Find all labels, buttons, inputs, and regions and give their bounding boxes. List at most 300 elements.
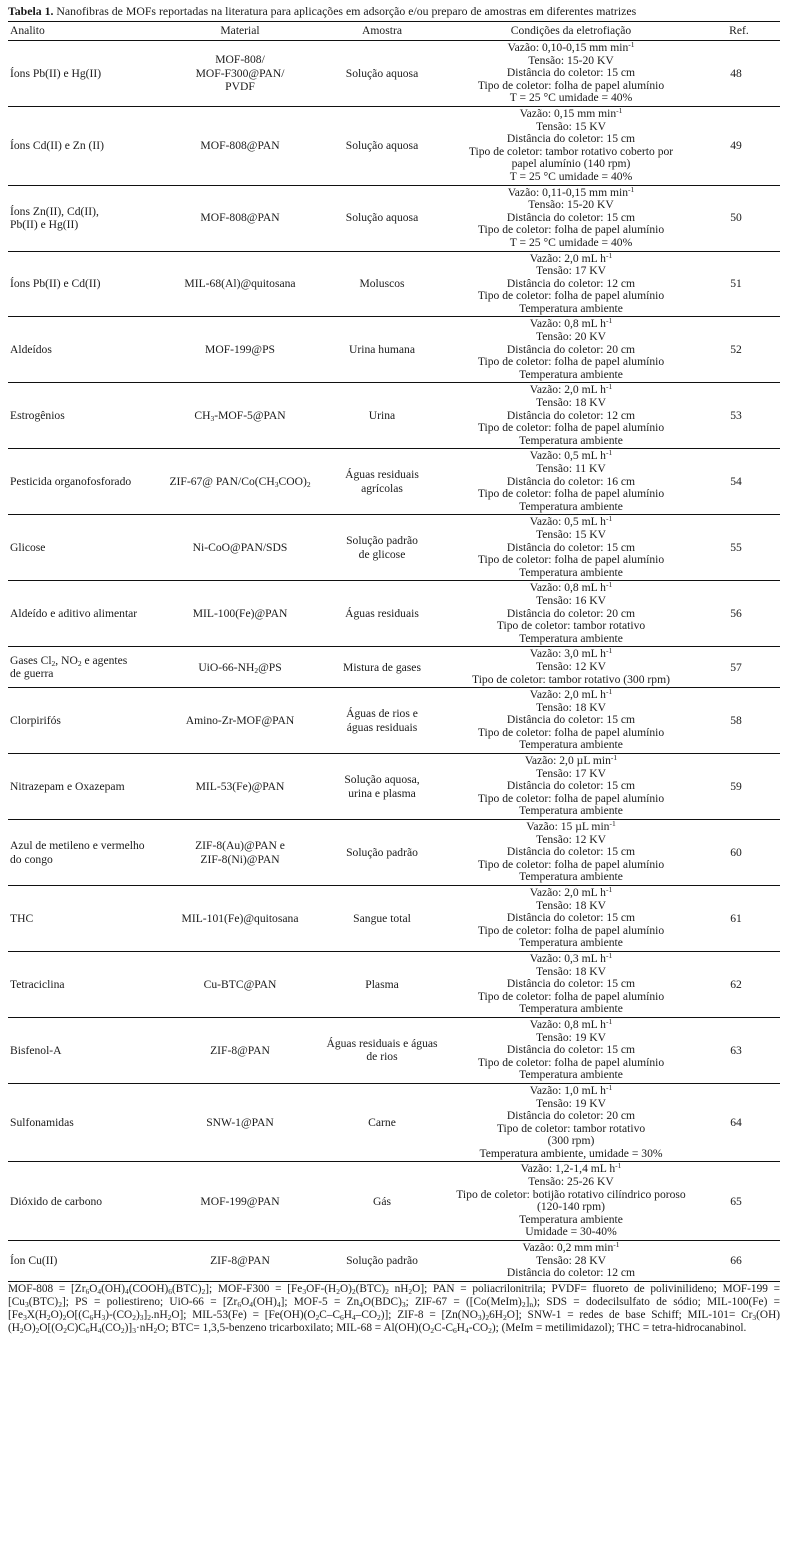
cell-condicoes-line: Vazão: 0,15 mm $\min^{-1}$ — [519, 105, 623, 120]
cell-condicoes-line: Distância do coletor: 15 cm — [506, 210, 636, 224]
cell-condicoes-line: Vazão: 0,5 mL $h^{-1}$ — [529, 448, 613, 463]
cell-amostra — [320, 317, 444, 383]
table-row — [8, 1017, 780, 1083]
cell-condicoes-line: Tensão: 25-26 KV — [528, 1175, 614, 1189]
cell-analito — [8, 1162, 160, 1241]
cell-condicoes-line: Tensão: 17 KV — [535, 766, 607, 780]
cell-ref — [698, 449, 780, 515]
cell-condicoes-line: Temperatura ambiente — [519, 870, 623, 884]
cell-condicoes-line: (300 rpm) — [547, 1134, 595, 1148]
cell-analito-line: Dióxido de carbono — [10, 1194, 103, 1208]
cell-ref — [698, 951, 780, 1017]
cell-condicoes-line: Temperatura ambiente — [519, 1212, 623, 1226]
cell-amostra-line: Solução padrão — [346, 534, 418, 548]
cell-ref-line: 63 — [730, 1043, 742, 1057]
table-row — [8, 647, 780, 688]
table-row — [8, 251, 780, 317]
caption-label: Tabela 1. — [8, 4, 54, 18]
cell-amostra-line: Águas residuais e águas — [326, 1037, 438, 1051]
cell-condicoes-line: Temperatura ambiente — [519, 738, 623, 752]
cell-amostra — [320, 754, 444, 820]
cell-ref — [698, 820, 780, 886]
cell-ref — [698, 515, 780, 581]
cell-analito-line: Nitrazepam e Oxazepam — [10, 779, 125, 793]
cell-amostra-line: Solução aquosa, — [344, 773, 420, 787]
cell-condicoes-line: Vazão: 15 µL $\min^{-1}$ — [526, 819, 616, 834]
cell-condicoes-line: Vazão: 0,10-0,15 mm $\min^{-1}$ — [507, 40, 635, 54]
table-row — [8, 1241, 780, 1281]
cell-condicoes-line: Tipo de coletor: folha de papel alumínio — [477, 989, 665, 1003]
cell-ref — [698, 688, 780, 754]
cell-amostra-line: de glicose — [358, 547, 406, 561]
cell-material-line: MIL-100(Fe)@PAN — [192, 607, 288, 621]
cell-material-line: Amino-Zr-MOF@PAN — [185, 713, 295, 727]
cell-condicoes-line: Vazão: 2,0 mL $h^{-1}$ — [529, 885, 613, 899]
cell-condicoes-line: Tensão: 17 KV — [535, 264, 607, 278]
cell-condicoes-line: Temperatura ambiente — [519, 301, 623, 315]
cell-amostra-line: de rios — [366, 1050, 398, 1064]
cell-amostra-line: Solução padrão — [346, 845, 418, 859]
cell-condicoes-line: Tipo de coletor: tambor rotativo (300 rpm) — [472, 672, 670, 686]
cell-condicoes-line: Temperatura ambiente — [519, 631, 623, 645]
header-amostra: Amostra — [320, 22, 444, 41]
cell-analito-line: Azul de metileno e vermelho — [10, 839, 145, 853]
table-row — [8, 383, 780, 449]
cell-analito-line: Íon Cu(II) — [10, 1254, 58, 1268]
cell-material-line: MOF-808/ — [215, 53, 265, 67]
cell-amostra — [320, 1241, 444, 1281]
cell-condicoes-line: Tipo de coletor: folha de papel alumínio — [477, 78, 665, 92]
cell-ref — [698, 886, 780, 952]
cell-amostra-line: Solução aquosa — [345, 211, 419, 225]
cell-amostra-line: Águas residuais — [345, 468, 419, 482]
cell-material — [160, 251, 320, 317]
cell-ref-line: 53 — [730, 409, 742, 423]
cell-condicoes-line: T = 25 °C umidade = 40% — [509, 235, 633, 249]
cell-condicoes-line: Tensão: 15 KV — [535, 527, 607, 541]
cell-condicoes-line: Vazão: 0,8 mL $h^{-1}$ — [529, 1016, 613, 1031]
cell-condicoes — [444, 185, 698, 251]
cell-analito — [8, 754, 160, 820]
cell-condicoes — [444, 688, 698, 754]
cell-material-line: MOF-199@PS — [205, 343, 275, 357]
cell-material — [160, 951, 320, 1017]
cell-ref — [698, 106, 780, 185]
cell-material — [160, 1083, 320, 1162]
cell-material — [160, 449, 320, 515]
cell-material — [160, 41, 320, 107]
cell-condicoes-line: Tensão: 12 KV — [535, 659, 607, 673]
cell-condicoes-line: Tensão: 12 KV — [535, 832, 607, 846]
cell-analito-line: Pb(II) e Hg(II) — [10, 218, 79, 232]
cell-analito — [8, 515, 160, 581]
cell-condicoes — [444, 886, 698, 952]
cell-condicoes-line: Distância do coletor: 15 cm — [506, 911, 636, 925]
cell-analito — [8, 820, 160, 886]
cell-condicoes-line: Tipo de coletor: folha de papel alumínio — [477, 487, 665, 501]
cell-condicoes-line: Vazão: 1,0 mL $h^{-1}$ — [529, 1082, 613, 1097]
cell-material — [160, 383, 320, 449]
cell-ref — [698, 1017, 780, 1083]
cell-amostra — [320, 449, 444, 515]
cell-condicoes-line: Distância do coletor: 15 cm — [506, 779, 636, 793]
cell-ref-line: 66 — [730, 1254, 742, 1268]
cell-ref-line: 60 — [730, 845, 742, 859]
cell-ref — [698, 1083, 780, 1162]
cell-ref — [698, 1241, 780, 1281]
cell-analito-line: Íons Pb(II) e Hg(II) — [10, 66, 102, 80]
cell-amostra-line: águas residuais — [346, 720, 418, 734]
cell-condicoes-line: Tipo de coletor: tambor rotativo — [496, 619, 646, 633]
cell-ref — [698, 647, 780, 688]
cell-condicoes — [444, 1241, 698, 1281]
cell-analito — [8, 647, 160, 688]
cell-ref-line: 58 — [730, 713, 742, 727]
cell-material — [160, 515, 320, 581]
cell-analito — [8, 251, 160, 317]
cell-condicoes-line: Tensão: 18 KV — [535, 964, 607, 978]
cell-condicoes — [444, 754, 698, 820]
cell-condicoes-line: T = 25 °C umidade = 40% — [509, 91, 633, 105]
cell-condicoes-line: Vazão: 2,0 µL $\min^{-1}$ — [524, 753, 618, 768]
table-row — [8, 820, 780, 886]
table-caption — [8, 4, 780, 21]
cell-condicoes-line: Temperatura ambiente — [519, 1068, 623, 1082]
cell-ref-line: 61 — [730, 911, 742, 925]
cell-condicoes-line: (120-140 rpm) — [537, 1200, 605, 1214]
cell-analito-line: Aldeído e aditivo alimentar — [10, 607, 138, 621]
table-row — [8, 754, 780, 820]
cell-analito — [8, 951, 160, 1017]
cell-ref-line: 65 — [730, 1194, 742, 1208]
cell-condicoes-line: Temperatura ambiente — [519, 1002, 623, 1016]
cell-condicoes-line: Temperatura ambiente — [519, 433, 623, 447]
cell-material — [160, 185, 320, 251]
cell-analito-line: do congo — [10, 852, 53, 866]
cell-analito — [8, 449, 160, 515]
cell-condicoes-line: Tensão: 15 KV — [535, 119, 607, 133]
cell-amostra — [320, 951, 444, 1017]
cell-condicoes-line: Tipo de coletor: tambor rotativo — [496, 1121, 646, 1135]
cell-amostra-line: Plasma — [365, 977, 399, 991]
cell-condicoes-line: Tensão: 11 KV — [536, 462, 606, 475]
cell-amostra-line: Solução aquosa — [345, 66, 419, 80]
cell-condicoes-line: Tipo de coletor: folha de papel alumínio — [477, 857, 665, 871]
cell-amostra — [320, 647, 444, 688]
cell-condicoes-line: Vazão: 0,8 mL $h^{-1}$ — [529, 316, 613, 331]
cell-ref-line: 57 — [730, 660, 742, 674]
cell-condicoes-line: Tipo de coletor: botijão rotativo cilíndrico poroso — [456, 1187, 686, 1201]
cell-analito — [8, 185, 160, 251]
cell-amostra-line: urina e plasma — [348, 786, 416, 800]
footnote-text: $MOF-808 = [Zr_6O_4(OH)_4(COOH)_6(BTC)_2]$; $MOF-F300 = [Fe_3OF-(H_2O)_2(BTC)_2$ $nH_2O$]; PAN = poliacrilonitrila; PVDF= fluoreto de polivinilideno; $MOF-199 = [Cu_3(BTC)_2]$; PS = poliestireno; $UiO-66 = [Zr_6O_4(OH)_4]$; $MOF-5 = Zn_4O(BDC)_3$; $ZIF-67 = ([Co(MeIm)_2]_n)$; SDS = dodecilsulfato de sódio; $MIL-100(Fe) = [Fe_3X(H_2O)_2O[(C_6H_3)-(CO_2)_3]_2.nH_2O]$; $MIL-53(Fe) = [Fe(OH)(O_2C-C_6H_4-CO_2)]$; $ZIF-8 = [Zn(NO_3)_26H_2O]$; SNW-1 = redes de base Schiff; $MIL-101= Cr_3(OH)(H_2O)_2O[(O_2C)C_6H_4(CO_2)]_3\cdot nH_2O$; BTC= 1,3,5-benzeno tricarboxilato; $MIL-68 = Al(OH)(O_2C-C_6H_4-CO_2)$; (MeIm = metilimidazol); THC = tetra-hidrocanabinol. — [8, 1282, 780, 1336]
cell-condicoes-line: Tensão: 15-20 KV — [528, 53, 614, 67]
cell-amostra-line: Águas de rios e — [346, 707, 418, 721]
cell-material-line: MIL-101(Fe)@quitosana — [181, 911, 299, 925]
cell-condicoes-line: Tensão: 16 KV — [535, 593, 607, 607]
cell-condicoes-line: Tipo de coletor: folha de papel alumínio — [477, 1055, 665, 1069]
header-row — [8, 22, 780, 41]
cell-amostra-line: Urina — [368, 409, 396, 423]
cell-condicoes-line: Vazão: 2,0 mL $h^{-1}$ — [529, 382, 613, 397]
cell-condicoes-line: Temperatura ambiente — [519, 936, 623, 950]
cell-condicoes-line: Distância do coletor: 15 cm — [506, 977, 636, 991]
cell-ref — [698, 251, 780, 317]
cell-material — [160, 317, 320, 383]
cell-analito-line: Pesticida organofosforado — [10, 475, 132, 489]
cell-material — [160, 688, 320, 754]
cell-ref-line: 50 — [730, 211, 742, 225]
table-footnote — [8, 1281, 780, 1336]
cell-condicoes — [444, 581, 698, 647]
cell-condicoes — [444, 41, 698, 107]
cell-material-line: ZIF-8@PAN — [210, 1254, 270, 1268]
cell-condicoes-line: Temperatura ambiente — [519, 804, 623, 818]
table-row — [8, 41, 780, 107]
cell-material — [160, 581, 320, 647]
cell-condicoes-line: Temperatura ambiente — [519, 499, 623, 513]
cell-condicoes-line: T = 25 °C umidade = 40% — [509, 169, 633, 183]
table-container — [8, 4, 780, 1336]
cell-material — [160, 886, 320, 952]
cell-amostra-line: Urina humana — [349, 343, 415, 357]
cell-material — [160, 647, 320, 688]
cell-analito-line: Sulfonamidas — [10, 1115, 74, 1129]
cell-analito — [8, 383, 160, 449]
cell-material-line: MIL-53(Fe)@PAN — [195, 779, 285, 793]
cell-material-line: ZIF-8(Au)@PAN e — [195, 839, 285, 853]
cell-condicoes — [444, 251, 698, 317]
cell-analito-line: THC — [10, 911, 34, 925]
caption-text: Nanofibras de MOFs reportadas na literatura para aplicações em adsorção e/ou preparo de amostras em diferentes matrizes — [53, 4, 637, 18]
cell-material-line: Ni-CoO@PAN/SDS — [192, 541, 288, 555]
cell-condicoes-line: Distância do coletor: 20 cm — [506, 606, 636, 620]
cell-material-line: UiO-$66-NH_2@PS$ — [198, 660, 282, 675]
cell-material — [160, 1162, 320, 1241]
cell-amostra — [320, 383, 444, 449]
table-row — [8, 1162, 780, 1241]
cell-analito-line: Glicose — [10, 541, 46, 555]
cell-amostra — [320, 1017, 444, 1083]
cell-ref-line: 52 — [730, 343, 742, 357]
cell-material-line: MOF-F300@PAN/ — [195, 66, 285, 80]
cell-amostra — [320, 41, 444, 107]
cell-condicoes — [444, 383, 698, 449]
header-condicoes: Condições da eletrofiação — [444, 22, 698, 41]
cell-amostra — [320, 1162, 444, 1241]
cell-material-line: ZIF-8(Ni)@PAN — [200, 852, 280, 866]
cell-material-line: MOF-199@PAN — [200, 1194, 280, 1208]
cell-amostra — [320, 515, 444, 581]
cell-analito-line: Bisfenol-A — [10, 1043, 62, 1057]
cell-condicoes-line: papel alumínio (140 rpm) — [511, 157, 631, 171]
cell-condicoes-line: Tensão: 18 KV — [535, 700, 607, 714]
cell-amostra-line: Águas residuais — [345, 607, 419, 621]
cell-ref — [698, 41, 780, 107]
cell-amostra — [320, 251, 444, 317]
cell-analito-line: Gases $Cl_2$, $NO_2$ e agentes — [10, 653, 128, 668]
header-ref: Ref. — [698, 22, 780, 41]
cell-condicoes-line: Temperatura ambiente — [519, 367, 623, 381]
table-row — [8, 581, 780, 647]
cell-condicoes — [444, 1083, 698, 1162]
cell-condicoes — [444, 515, 698, 581]
cell-material-line: Cu-BTC@PAN — [203, 977, 277, 991]
cell-ref — [698, 754, 780, 820]
cell-amostra — [320, 688, 444, 754]
cell-amostra — [320, 820, 444, 886]
cell-analito — [8, 106, 160, 185]
cell-ref-line: 59 — [730, 779, 742, 793]
cell-condicoes-line: Tipo de coletor: folha de papel alumínio — [477, 923, 665, 937]
cell-material-line: MOF-808@PAN — [200, 211, 280, 225]
cell-ref-line: 51 — [730, 277, 742, 291]
cell-material-line: MOF-808@PAN — [200, 139, 280, 153]
cell-condicoes-line: Vazão: 0,8 mL $h^{-1}$ — [529, 580, 613, 595]
cell-condicoes-line: Tipo de coletor: folha de papel alumínio — [477, 289, 665, 303]
cell-condicoes-line: Tensão: 20 KV — [535, 330, 607, 344]
header-material: Material — [160, 22, 320, 41]
data-table — [8, 21, 780, 1281]
cell-amostra-line: Solução padrão — [346, 1254, 418, 1268]
table-row — [8, 951, 780, 1017]
table-row — [8, 106, 780, 185]
cell-condicoes-line: Tensão: 19 KV — [535, 1096, 607, 1110]
cell-ref — [698, 317, 780, 383]
cell-condicoes-line: Distância do coletor: 15 cm — [506, 132, 636, 146]
cell-ref — [698, 383, 780, 449]
table-row — [8, 688, 780, 754]
cell-amostra — [320, 886, 444, 952]
cell-condicoes-line: Distância do coletor: 12 cm — [506, 1266, 636, 1280]
cell-ref — [698, 1162, 780, 1241]
cell-condicoes-line: Tensão: 15-20 KV — [528, 198, 614, 212]
cell-condicoes-line: Tensão: 18 KV — [535, 396, 607, 410]
cell-condicoes-line: Vazão: 3,0 mL $h^{-1}$ — [529, 646, 613, 661]
table-row — [8, 185, 780, 251]
cell-analito — [8, 317, 160, 383]
cell-analito-line: Íons Cd(II) e Zn (II) — [10, 139, 105, 153]
cell-condicoes-line: Umidade = 30-40% — [525, 1225, 617, 1239]
cell-amostra — [320, 581, 444, 647]
cell-condicoes — [444, 820, 698, 886]
cell-ref — [698, 185, 780, 251]
cell-condicoes-line: Distância do coletor: 20 cm — [506, 342, 636, 356]
cell-analito-line: Tetraciclina — [10, 977, 65, 991]
header-analito: Analito — [8, 22, 160, 41]
cell-condicoes-line: Temperatura ambiente — [519, 565, 623, 579]
cell-condicoes-line: Vazão: 1,2-1,4 mL $h^{-1}$ — [520, 1161, 622, 1176]
cell-analito-line: de guerra — [10, 667, 54, 681]
cell-analito-line: Íons Pb(II) e Cd(II) — [10, 277, 101, 291]
cell-material-line: ZIF-67@ PAN/$Co(CH_3COO)_2$ — [169, 475, 311, 490]
cell-material — [160, 1241, 320, 1281]
table-row — [8, 449, 780, 515]
cell-condicoes — [444, 106, 698, 185]
cell-amostra-line: agrícolas — [361, 481, 403, 495]
cell-condicoes-line: Tipo de coletor: folha de papel alumínio — [477, 421, 665, 435]
cell-condicoes-line: Vazão: 2,0 mL $h^{-1}$ — [529, 250, 613, 265]
cell-condicoes-line: Tensão: 18 KV — [535, 898, 607, 912]
cell-material — [160, 106, 320, 185]
cell-ref-line: 48 — [730, 66, 742, 80]
cell-material — [160, 820, 320, 886]
cell-ref-line: 54 — [730, 475, 742, 489]
cell-analito — [8, 688, 160, 754]
cell-ref-line: 49 — [730, 139, 742, 153]
cell-condicoes-line: Vazão: 0,5 mL $h^{-1}$ — [529, 514, 613, 529]
cell-analito — [8, 581, 160, 647]
cell-condicoes-line: Distância do coletor: 20 cm — [506, 1109, 636, 1123]
cell-analito — [8, 1017, 160, 1083]
cell-condicoes-line: Tensão: 19 KV — [535, 1030, 607, 1044]
cell-condicoes-line: Distância do coletor: 15 cm — [506, 540, 636, 554]
cell-condicoes-line: Distância do coletor: 15 cm — [506, 713, 636, 727]
cell-amostra — [320, 1083, 444, 1162]
cell-condicoes-line: Tipo de coletor: folha de papel alumínio — [477, 553, 665, 567]
cell-amostra-line: Carne — [368, 1115, 396, 1129]
cell-amostra — [320, 185, 444, 251]
cell-condicoes-line: Distância do coletor: 15 cm — [506, 1043, 636, 1057]
cell-condicoes — [444, 1162, 698, 1241]
cell-material-line: SNW-1@PAN — [206, 1115, 274, 1129]
cell-condicoes-line: Distância do coletor: 15 cm — [506, 845, 636, 859]
cell-material-line: ZIF-8@PAN — [210, 1043, 270, 1057]
table-row — [8, 515, 780, 581]
table-row — [8, 886, 780, 952]
cell-analito — [8, 41, 160, 107]
cell-amostra-line: Mistura de gases — [343, 660, 421, 674]
cell-analito — [8, 1241, 160, 1281]
cell-amostra-line: Moluscos — [359, 277, 405, 291]
cell-ref-line: 55 — [730, 541, 742, 555]
cell-amostra — [320, 106, 444, 185]
cell-condicoes-line: Temperatura ambiente, umidade = 30% — [479, 1146, 663, 1160]
cell-condicoes-line: Tipo de coletor: folha de papel alumínio — [477, 725, 665, 739]
cell-analito — [8, 886, 160, 952]
cell-condicoes — [444, 449, 698, 515]
cell-condicoes — [444, 1017, 698, 1083]
table-row — [8, 317, 780, 383]
cell-condicoes-line: Tipo de coletor: tambor rotativo coberto por — [468, 144, 674, 158]
cell-condicoes-line: Tipo de coletor: folha de papel alumínio — [477, 791, 665, 805]
table-body — [8, 41, 780, 1281]
cell-condicoes-line: Tensão: 28 KV — [535, 1253, 607, 1267]
cell-condicoes — [444, 951, 698, 1017]
cell-condicoes-line: Tipo de coletor: folha de papel alumínio — [477, 355, 665, 369]
cell-analito-line: Estrogênios — [10, 409, 65, 423]
cell-material-line: MIL-68(Al)@quitosana — [184, 277, 296, 291]
cell-material-line: PVDF — [225, 80, 255, 94]
cell-condicoes-line: Vazão: 0,2 mm $\min^{-1}$ — [522, 1240, 620, 1255]
cell-material — [160, 754, 320, 820]
cell-ref-line: 64 — [730, 1115, 742, 1129]
cell-amostra-line: Solução aquosa — [345, 139, 419, 153]
cell-analito-line: Clorpirifós — [10, 713, 61, 727]
cell-analito-line: Aldeídos — [10, 343, 52, 357]
cell-condicoes-line: Distância do coletor: 12 cm — [506, 408, 636, 422]
cell-ref-line: 62 — [730, 977, 742, 991]
cell-amostra-line: Gás — [372, 1194, 392, 1208]
cell-condicoes-line: Distância do coletor: 16 cm — [506, 474, 636, 488]
cell-condicoes-line: Tipo de coletor: folha de papel alumínio — [477, 223, 665, 237]
cell-condicoes-line: Distância do coletor: 12 cm — [506, 276, 636, 290]
cell-condicoes-line: Vazão: 2,0 mL $h^{-1}$ — [529, 687, 613, 702]
cell-condicoes-line: Vazão: 0,11-0,15 mm $\min^{-1}$ — [507, 184, 635, 199]
cell-condicoes — [444, 317, 698, 383]
cell-condicoes — [444, 647, 698, 688]
cell-material-line: $CH_3-MOF-5@PAN$ — [194, 409, 286, 424]
